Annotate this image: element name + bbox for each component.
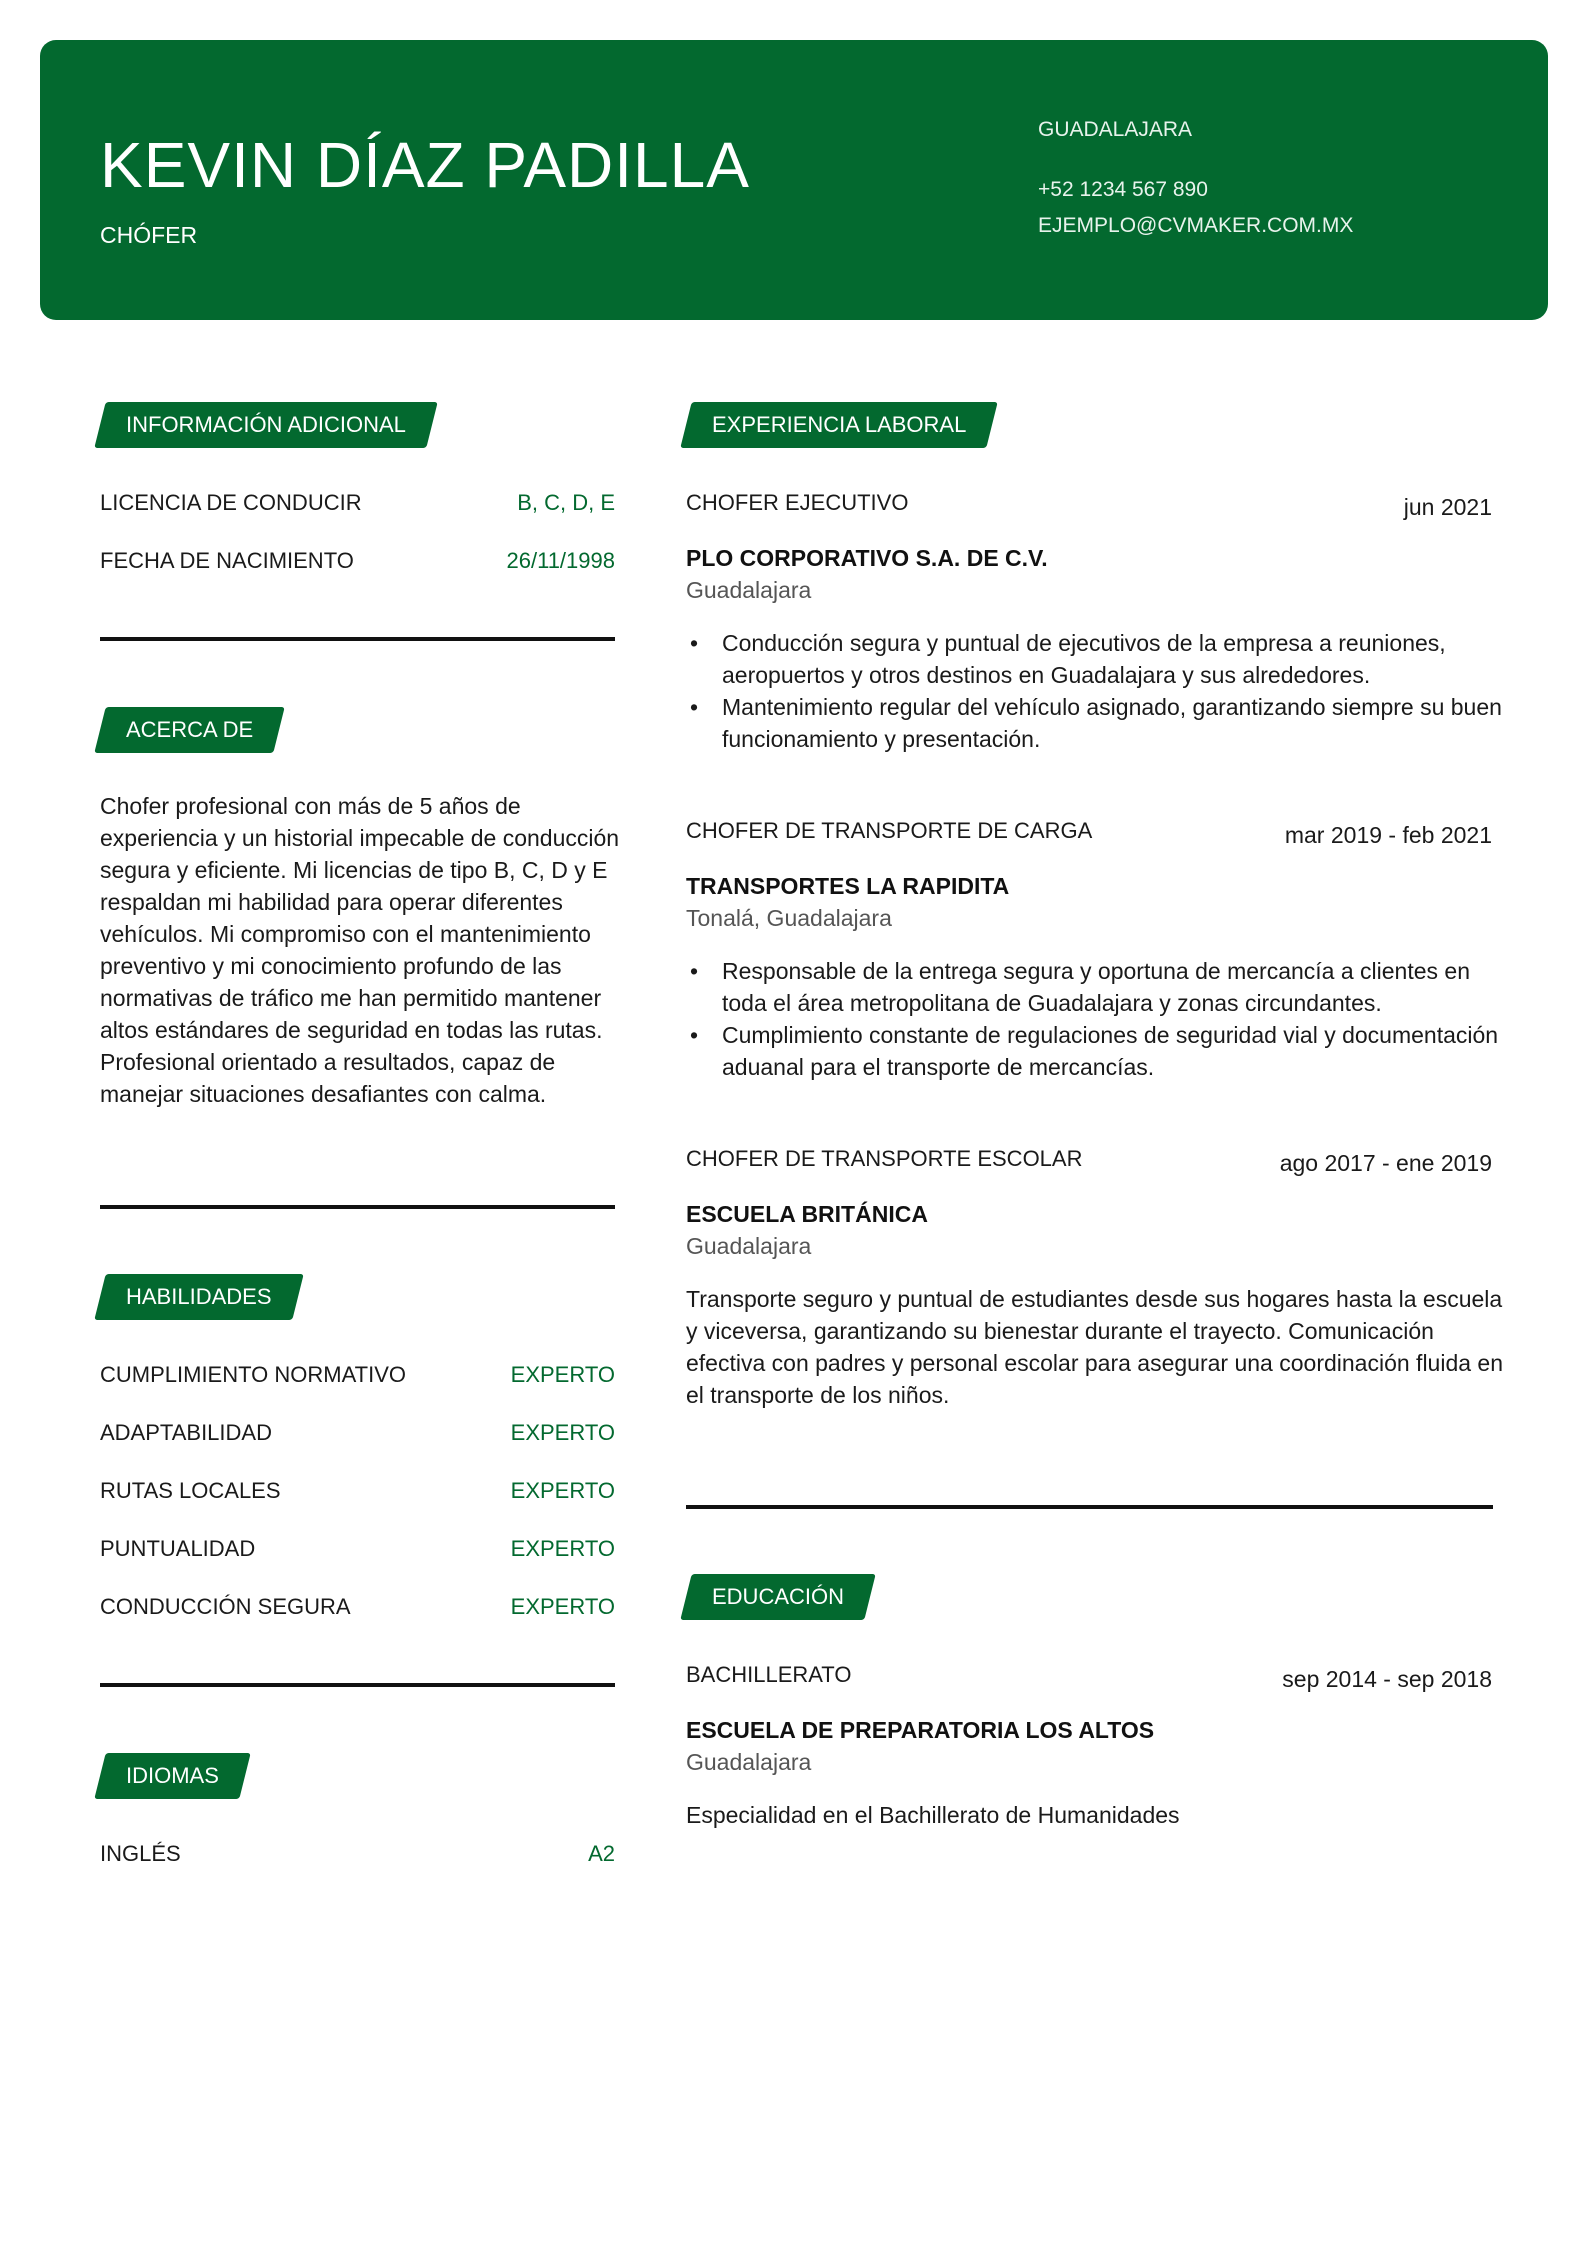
- section-heading-about: ACERCA DE: [100, 707, 279, 753]
- job-date: jun 2021: [1403, 494, 1492, 520]
- education-date: sep 2014 - sep 2018: [1282, 1666, 1492, 1692]
- list-item: • Cumplimiento constante de regulaciones de seguridad vial y documentación aduanal para el transporte de mercancías.: [690, 1022, 1499, 1080]
- skill-label: CONDUCCIÓN SEGURA: [100, 1594, 351, 1619]
- job-title: CHOFER DE TRANSPORTE ESCOLAR: [686, 1146, 1083, 1171]
- skill-level: EXPERTO: [510, 1594, 615, 1619]
- info-label: FECHA DE NACIMIENTO: [100, 548, 354, 573]
- skill-label: ADAPTABILIDAD: [100, 1420, 272, 1445]
- skill-level: EXPERTO: [510, 1420, 615, 1445]
- company-name: TRANSPORTES LA RAPIDITA: [686, 873, 1010, 899]
- list-item: • Mantenimiento regular del vehículo asignado, garantizando siempre su buen funcionamiento y presentación.: [690, 694, 1502, 752]
- contact-phone: +52 1234 567 890: [1038, 178, 1208, 201]
- skill-label: PUNTUALIDAD: [100, 1536, 256, 1561]
- skill-row: [100, 1536, 615, 1562]
- job-location: Guadalajara: [686, 577, 812, 603]
- section-heading-additional: INFORMACIÓN ADICIONAL: [100, 402, 432, 448]
- candidate-name: KEVIN DÍAZ PADILLA: [100, 129, 750, 201]
- job-description: Transporte seguro y puntual de estudiantes desde sus hogares hasta la escuela y viceversa, garantizando su bienestar durante el trayecto. Comunicación efectiva con padres y personal escolar para asegurar una coordinación fluida en el transporte de los niños.: [686, 1286, 1504, 1408]
- skill-level: EXPERTO: [510, 1478, 615, 1503]
- contact-city: GUADALAJARA: [1038, 118, 1193, 141]
- company-name: ESCUELA BRITÁNICA: [686, 1201, 928, 1227]
- school-location: Guadalajara: [686, 1749, 812, 1775]
- education-description: Especialidad en el Bachillerato de Humanidades: [686, 1802, 1180, 1828]
- info-value: 26/11/1998: [506, 548, 615, 573]
- info-label: LICENCIA DE CONDUCIR: [100, 490, 362, 515]
- section-heading-skills: HABILIDADES: [100, 1274, 298, 1320]
- skill-row: [100, 1362, 615, 1388]
- list-item: • Responsable de la entrega segura y oportuna de mercancía a clientes en toda el área metropolitana de Guadalajara y zonas circundantes.: [690, 958, 1470, 1016]
- skill-row: [100, 1420, 615, 1446]
- skill-label: CUMPLIMIENTO NORMATIVO: [100, 1362, 406, 1387]
- skill-row: [100, 1594, 615, 1620]
- company-name: PLO CORPORATIVO S.A. DE C.V.: [686, 545, 1048, 571]
- about-text: Chofer profesional con más de 5 años de experiencia y un historial impecable de conducción segura y eficiente. Mi licencias de tipo B, C, D y E respaldan mi habilidad para operar diferentes vehículos. Mi compromiso con el mantenimiento preventivo y mi conocimiento profundo de las normativas de tráfico me han permitido mantener altos estándares de seguridad en todas las rutas. Profesional orientado a resultados, capaz de manejar situaciones desafiantes con calma.: [100, 793, 620, 1107]
- info-row: [100, 490, 615, 516]
- job-date: ago 2017 - ene 2019: [1279, 1150, 1492, 1176]
- job-bullets: [686, 627, 1506, 755]
- list-item: • Conducción segura y puntual de ejecutivos de la empresa a reuniones, aeropuertos y otros destinos en Guadalajara y sus alrededores.: [690, 630, 1446, 688]
- section-heading-experience: EXPERIENCIA LABORAL: [686, 402, 992, 448]
- school-name: ESCUELA DE PREPARATORIA LOS ALTOS: [686, 1717, 1155, 1743]
- section-divider: [100, 1683, 615, 1687]
- job-title: CHOFER DE TRANSPORTE DE CARGA: [686, 818, 1093, 843]
- language-level: A2: [588, 1841, 615, 1866]
- info-value: B, C, D, E: [517, 490, 615, 515]
- education-title: BACHILLERATO: [686, 1662, 852, 1687]
- section-divider: [100, 637, 615, 641]
- candidate-role: CHÓFER: [100, 222, 198, 248]
- contact-email: EJEMPLO@CVMAKER.COM.MX: [1038, 214, 1354, 237]
- skill-level: EXPERTO: [510, 1536, 615, 1561]
- job-location: Tonalá, Guadalajara: [686, 905, 892, 931]
- job-date: mar 2019 - feb 2021: [1284, 822, 1492, 848]
- section-heading-education: EDUCACIÓN: [686, 1574, 870, 1620]
- job-location: Guadalajara: [686, 1233, 812, 1259]
- skill-row: [100, 1478, 615, 1504]
- section-divider: [686, 1505, 1493, 1509]
- job-title: CHOFER EJECUTIVO: [686, 490, 909, 515]
- job-bullets: [686, 955, 1506, 1083]
- language-label: INGLÉS: [100, 1841, 181, 1866]
- section-heading-languages: IDIOMAS: [100, 1753, 245, 1799]
- info-row: [100, 548, 615, 574]
- language-row: [100, 1841, 615, 1867]
- header-banner: [40, 40, 1548, 320]
- skill-label: RUTAS LOCALES: [100, 1478, 281, 1503]
- skill-level: EXPERTO: [510, 1362, 615, 1387]
- section-divider: [100, 1205, 615, 1209]
